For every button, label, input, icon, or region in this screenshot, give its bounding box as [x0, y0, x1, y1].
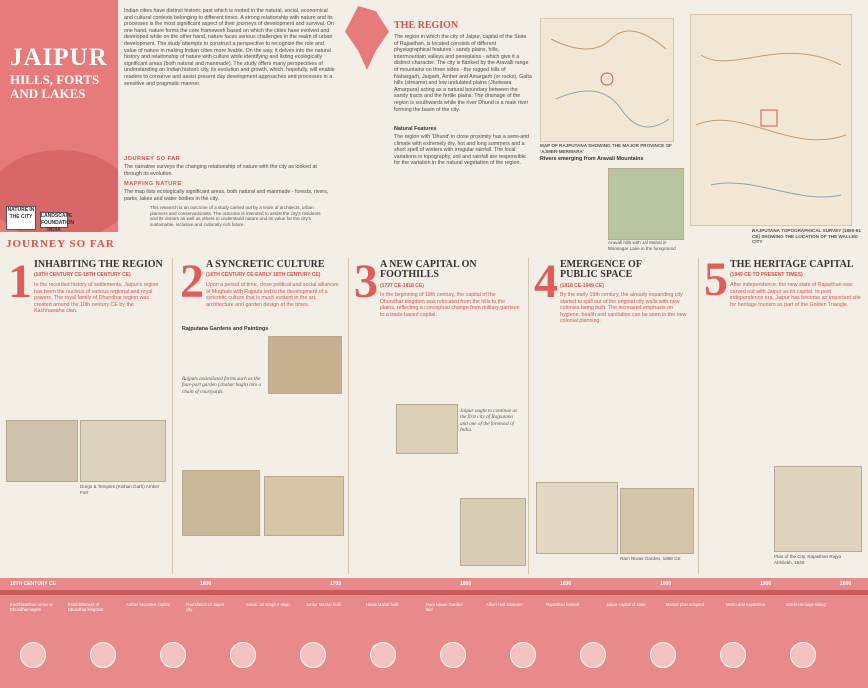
timeline-period-4: 1800: [460, 581, 472, 587]
phase-1-dates: (10TH CENTURY CE-18TH CENTURY CE): [34, 272, 131, 278]
timeline: [0, 578, 868, 688]
phase-1-drawing: [80, 420, 166, 482]
phase-5-dates: (1949 CE TO PRESENT TIMES): [730, 272, 803, 278]
phase-4-number: 4: [534, 255, 558, 308]
phase-5-number: 5: [704, 253, 728, 306]
divider-4: [698, 258, 699, 574]
timeline-thumbnail: [230, 642, 256, 668]
phase-3-lead: In the beginning of 18th century, the capital of the Dhundhar kingdom was relocated from the hills to the plains, reflecting a conceptual change from military garrison to a trade-based capital.: [380, 292, 520, 318]
region-text: The region in which the city of Jaipur, capital of the State of Rajasthan, is located consists of different physiographical features - sandy plains, hills, intermountain valleys and peneplains - which give it a distinct character. The city is flanked by the Aravalli range of mountains on three sides - the rugged hills of Nahargarh, Jaigarh, Amber and Amargarh (or rocks), Galta hills (streams) and low undulated plains (Jhotwara Amarpura) acting as a natural boundary between the sandy tracts and the fertile plains. The drainage of the region is southwards while the river Dhund is a main river forming the basin of the city.: [394, 34, 532, 113]
timeline-thumbnail: [580, 642, 606, 668]
topo-lines: [691, 15, 851, 225]
topographic-map: [690, 14, 852, 226]
map2-caption: RAJPUTANA TOPOGRAPHICAL SURVEY (1860-61 CE) SHOWING THE LOCATION OF THE WALLED CITY: [752, 228, 861, 245]
phase-5-title: THE HERITAGE CAPITAL: [730, 259, 854, 270]
photo-caption: Aravali hills with Jal Mahal in Mansagar Lake in the foreground: [608, 240, 676, 251]
map-lines: [541, 19, 673, 141]
timeline-period-1: 10TH CENTURY CE: [10, 581, 56, 587]
timeline-entry: Rajasthan formed: [546, 602, 580, 607]
phase-3-title: A NEW CAPITAL ON FOOTHILLS: [380, 259, 477, 280]
timeline-entry: Foundation of Jaipur city: [186, 602, 225, 613]
phase-4-title: EMERGENCE OF PUBLIC SPACE: [560, 259, 642, 280]
journey-heading: JOURNEY SO FAR: [124, 156, 181, 162]
title-panel: [0, 0, 118, 232]
timeline-thumbnail: [160, 642, 186, 668]
natural-features-text: The region with 'Dhund' in close proximity has a semi-arid climate with extremely dry, hot and long summers and a short spell of winters with irregular rainfall. The local variations in topography, soil and rainfall are responsible for the variation in the natural vegetation of the region.: [394, 134, 530, 167]
timeline-entry: Albert Hall Museum: [486, 602, 523, 607]
timeline-entry: Sawai Jai Singh II reign: [246, 602, 290, 607]
timeline-bar: [0, 590, 868, 595]
timeline-entry: Master plan adopted: [666, 602, 705, 607]
phase-1-number: 1: [8, 255, 32, 308]
natural-features-heading: Natural Features: [394, 126, 437, 132]
phase-4-lead: By the early 19th century, the already expanding city started to spill out of the original city walls with new colonies being built. The increased emphasis on hygiene, health and sanitation can be seen in the new colonial planning.: [560, 292, 687, 325]
phase-2-number: 2: [180, 255, 204, 308]
mapping-text: The map lists ecologically significant areas, both natural and manmade - forests, rivers, parks, lakes and water bodies in the city.: [124, 189, 329, 202]
phase-3-city-plan: [396, 404, 458, 454]
timeline-entry: Metro and expansion: [726, 602, 766, 607]
timeline-period-7: 1950: [760, 581, 772, 587]
timeline-thumbnail: [650, 642, 676, 668]
timeline-entry: World Heritage listing: [786, 602, 826, 607]
timeline-thumbnail: [300, 642, 326, 668]
phase-1-caption: Durgs & Temples (Kishan Garh) Amber Fort: [80, 484, 160, 495]
phase-4-caption: Ram Niwas Garden, 1868 CE: [620, 556, 681, 561]
map1-caption: MAP OF RAJPUTANA SHOWING THE MAJOR PROVINCE OF 'AJMER-MERWARA': [540, 143, 672, 154]
phase-2-painting: [264, 476, 344, 536]
rivers-heading: Rivers emerging from Aravali Mountains: [540, 156, 644, 162]
divider-2: [348, 258, 349, 574]
timeline-entry: Establishment of Dhundhar kingdom: [68, 602, 104, 613]
phase-3-quote: Jaipur ought to continue as the first city of Rajputana and one of the foremost of India.: [460, 408, 518, 434]
page-subtitle: HILLS, FORTS AND LAKES: [10, 72, 100, 101]
aravali-photo: [608, 168, 684, 240]
phase-2-subhead: Rajputana Gardens and Paintings: [182, 326, 269, 332]
phase-2-lead: Upon a period of time, close political and social alliances of Mughals with Rajputs led to the development of a syncretic culture that is much evident in the art, architecture and garden design of the times.: [206, 282, 339, 308]
timeline-period-2: 1600: [200, 581, 212, 587]
phase-3-map: [460, 498, 526, 566]
phase-3-number: 3: [354, 255, 378, 308]
timeline-entry: Jantar Mantar built: [306, 602, 341, 607]
timeline-thumbnail: [20, 642, 46, 668]
phase-4-dates: (1818 CE-1949 CE): [560, 283, 604, 289]
phase-5-lead: After independence, the new state of Rajasthan was carved out with Jaipur as its capital. In post independence era, Jaipur has become an important site for heritage tourism as part of the Golden Triangle.: [730, 282, 861, 308]
timeline-thumbnail: [370, 642, 396, 668]
phase-1-lead: In the recorded history of settlements, Jaipur's region has been the nucleus of various regional and royal powers. The royal family of Dhundhar region was created around the 10th century CE by the Kachhawaha clan.: [34, 282, 159, 315]
timeline-entry: Jaipur capital of state: [606, 602, 646, 607]
timeline-entry: Ram Niwas Garden laid: [426, 602, 463, 613]
phase-2-miniature: [268, 336, 342, 394]
india-map-icon: [345, 6, 389, 70]
phase-2-garden-plan: [182, 470, 260, 536]
timeline-thumbnail: [720, 642, 746, 668]
timeline-period-3: 1700: [330, 581, 342, 587]
region-title: THE REGION: [394, 20, 459, 31]
page-title: JAIPUR: [10, 44, 108, 71]
timeline-period-8: 2000: [840, 581, 852, 587]
timeline-period-5: 1850: [560, 581, 572, 587]
journey-title: JOURNEY SO FAR: [6, 238, 115, 250]
phase-1-sketch: [6, 420, 78, 482]
phase-2-title: A SYNCRETIC CULTURE: [206, 259, 325, 270]
phase-3-dates: (1727 CE-1818 CE): [380, 283, 424, 289]
divider-1: [172, 258, 173, 574]
lfi-logo: LANDSCAPE FOUNDATION INDIA: [41, 213, 74, 233]
phase-2-dates: (16TH CENTURY CE-EARLY 18TH CENTURY CE): [206, 272, 321, 278]
timeline-thumbnail: [90, 642, 116, 668]
phase-5-caption: Plan of the City, Rajasthan Rajya Abhilekh, 1949: [774, 554, 842, 565]
intro-paragraph: Indian cities have distinct historic past which is rooted in the natural, social, economical and cultural contexts belonging to different times. A strong relationship with nature and its processes is the most significant aspect of their journeys of development and survival. On one hand, nature forms the core framework based on which the cities have evolved and developed while on the other hand, nature faces serious challenges in the realm of urban development. The study attempts to construct a perspective to recognize the role and value of nature in making Indian cities more livable. On the way, it delves into the natural history and relationship of nature with culture while identifying and listing ecologically significant areas (both natural and manmade). The study offers many perspectives of understanding an Indian historic city, its evolution and growth, which, hopefully, will enable readers to conserve and assist present day development approaches and processes in a sensitive and pragmatic manner.: [124, 8, 335, 87]
journey-text: The narrative surveys the changing relationship of nature with the city as looked at through its evolution.: [124, 164, 317, 177]
timeline-thumbnail: [510, 642, 536, 668]
timeline-entry: Kachhawahas arrive at Dhundhar region: [10, 602, 53, 613]
nature-logo: NATURE IN THE CITY: [6, 206, 36, 230]
timeline-thumbnail: [440, 642, 466, 668]
timeline-thumbnail: [790, 642, 816, 668]
rajputana-map: [540, 18, 674, 142]
phase-5-city-plan: [774, 466, 862, 552]
phase-4-drawing: [536, 482, 618, 554]
phase-1-title: INHABITING THE REGION: [34, 259, 163, 270]
phase-2-quote: Rajputs assimilated forms such as the four-part garden (chahar bagh) into a chain of courtyards.: [182, 376, 262, 395]
timeline-entry: Amber becomes capital: [126, 602, 170, 607]
timeline-entry: Hawa Mahal built: [366, 602, 399, 607]
divider-3: [528, 258, 529, 574]
research-note: This research is an outcome of a study carried out by a team of architects, urban planners and conservationists. The outcome is intended to assist the city's residents and its visitors as well as others to understand nature and its value for the city's sustainable, inclusive and culturally rich future.: [150, 205, 321, 228]
phase-4-plan: [620, 488, 694, 554]
timeline-period-6: 1900: [660, 581, 672, 587]
mapping-heading: MAPPING NATURE: [124, 181, 182, 187]
